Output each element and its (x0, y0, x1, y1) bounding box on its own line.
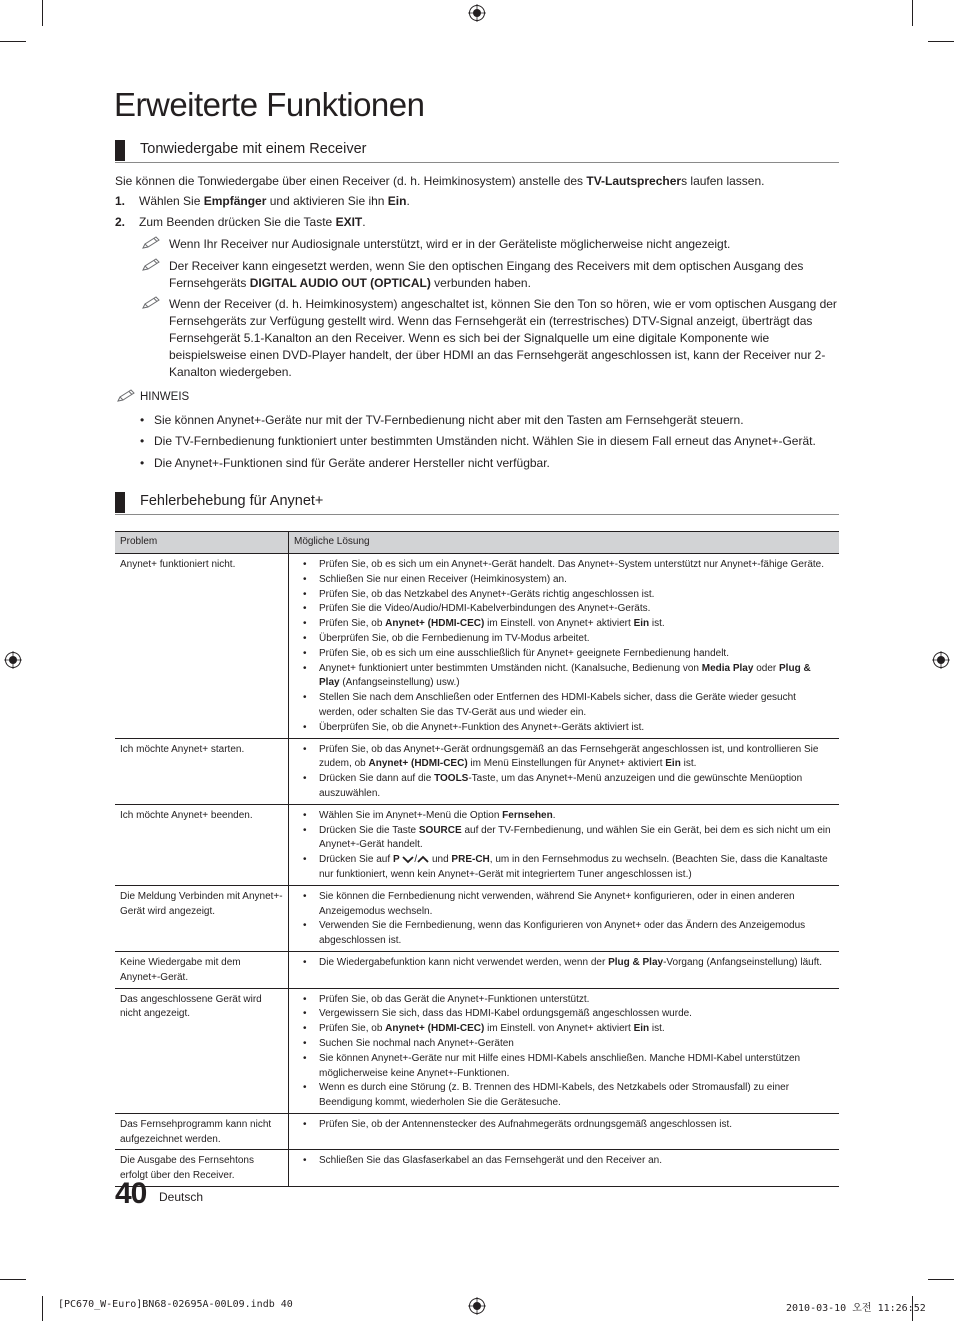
solution-list (294, 743, 834, 802)
table-row (115, 988, 839, 1113)
page-number: 40 (115, 1177, 147, 1210)
problem-cell: Die Meldung Verbinden mit Anynet+-Gerät wird angezeigt. (115, 885, 289, 951)
crop-mark (42, 1296, 43, 1321)
column-header-problem: Problem (115, 532, 289, 554)
list-item: • Schließen Sie das Glasfaserkabel an das Fernsehgerät und den Receiver an. (294, 1154, 834, 1169)
list-item: • Sie können Anynet+-Geräte nur mit der TV-Fernbedienung nicht aber mit den Tasten am Fernsehgerät steuern. (140, 412, 839, 429)
intro-text: Sie können die Tonwiedergabe über einen Receiver (d. h. Heimkinosystem) anstelle des TV-Lautsprechers laufen lassen. (115, 174, 765, 188)
list-item: • Wählen Sie im Anynet+-Menü die Option Fernsehen. (294, 809, 834, 824)
list-item: • Prüfen Sie, ob das Gerät die Anynet+-Funktionen unterstützt. (294, 993, 834, 1008)
list-item: • Prüfen Sie, ob es sich um ein Anynet+-Gerät handelt. Das Anynet+-System unterstützt nur Anynet+-fähige Geräte. (294, 558, 834, 573)
print-footer-left: [PC670_W-Euro]BN68-02695A-00L09.indb 40 (58, 1299, 293, 1310)
list-item: • Prüfen Sie die Video/Audio/HDMI-Kabelverbindungen des Anynet+-Geräts. (294, 602, 834, 617)
note-pencil-icon (141, 258, 161, 272)
page-language: Deutsch (159, 1190, 204, 1204)
list-item: • Die TV-Fernbedienung funktioniert unter bestimmten Umständen nicht. Wählen Sie in diesem Fall erneut das Anynet+-Gerät. (140, 433, 839, 450)
note-pencil-icon (141, 236, 161, 250)
problem-cell: Ich möchte Anynet+ starten. (115, 738, 289, 804)
note-text: Der Receiver kann eingesetzt werden, wenn Sie den optischen Eingang des Receivers mit dem optischen Ausgang des Fernsehgeräts DIGITAL AUDIO OUT (OPTICAL) verbunden haben. (169, 259, 804, 290)
solution-cell (289, 554, 840, 739)
solution-cell (289, 988, 840, 1113)
solution-cell (289, 1150, 840, 1187)
list-item: • Die Anynet+-Funktionen sind für Geräte anderer Hersteller nicht verfügbar. (140, 455, 839, 472)
solution-list (294, 890, 834, 949)
problem-cell: Die Ausgabe des Fernsehtons erfolgt über den Receiver. (115, 1150, 289, 1187)
problem-cell: Ich möchte Anynet+ beenden. (115, 804, 289, 885)
table-row (115, 1150, 839, 1187)
section-bar (115, 140, 125, 161)
troubleshooting-table (115, 531, 839, 1187)
list-item: • Vergewissern Sie sich, dass das HDMI-Kabel ordungsgemäß angeschlossen wurde. (294, 1007, 834, 1022)
hinweis-list (140, 412, 839, 472)
solution-list (294, 956, 834, 971)
solution-cell (289, 804, 840, 885)
section-heading-fehlerbehebung (115, 492, 839, 515)
solution-list (294, 809, 834, 883)
solution-cell (289, 1113, 840, 1150)
solution-list (294, 1118, 834, 1133)
table-row (115, 885, 839, 951)
problem-cell: Keine Wiedergabe mit dem Anynet+-Gerät. (115, 951, 289, 988)
problem-cell: Anynet+ funktioniert nicht. (115, 554, 289, 739)
list-item: • Drücken Sie die Taste SOURCE auf der TV-Fernbedienung, und wählen Sie ein Gerät, bei dem es sich nicht um ein Anynet+-Gerät handelt. (294, 824, 834, 854)
step-2-text: Zum Beenden drücken Sie die Taste EXIT. (139, 215, 366, 229)
crop-mark (912, 0, 913, 26)
registration-mark-icon (468, 4, 486, 22)
registration-mark-icon (468, 1297, 486, 1315)
registration-mark-icon (932, 651, 950, 669)
list-item: • Verwenden Sie die Fernbedienung, wenn das Konfigurieren von Anynet+ oder das Ändern des Anzeigemodus abgeschlossen ist. (294, 919, 834, 949)
problem-cell: Das Fernsehprogramm kann nicht aufgezeichnet werden. (115, 1113, 289, 1150)
list-item: • Überprüfen Sie, ob die Fernbedienung im TV-Modus arbeitet. (294, 632, 834, 647)
list-item: • Prüfen Sie, ob es sich um eine ausschließlich für Anynet+ geeignete Fernbedienung handelt. (294, 647, 834, 662)
problem-cell: Das angeschlossene Gerät wird nicht angezeigt. (115, 988, 289, 1113)
table-row (115, 951, 839, 988)
page-title: Erweiterte Funktionen (114, 86, 425, 123)
list-item: • Prüfen Sie, ob der Antennenstecker des Aufnahmegeräts ordnungsgemäß angeschlossen ist. (294, 1118, 834, 1133)
section-title: Fehlerbehebung für Anynet+ (140, 493, 324, 509)
section-bar (115, 492, 125, 513)
solution-cell (289, 885, 840, 951)
table-row (115, 738, 839, 804)
section-heading-tonwiedergabe (115, 140, 839, 163)
crop-mark (928, 41, 954, 42)
list-item: • Prüfen Sie, ob das Anynet+-Gerät ordnungsgemäß an das Fernsehgerät angeschlossen ist, und kontrollieren Sie zudem, ob Anynet+ (HDMI-CEC) im Menü Einstellungen für Anynet+ aktiviert Ein ist. (294, 743, 834, 773)
step-1-text: Wählen Sie Empfänger und aktivieren Sie ihn Ein. (139, 194, 410, 208)
crop-mark (42, 0, 43, 26)
list-item: • Prüfen Sie, ob Anynet+ (HDMI-CEC) im Einstell. von Anynet+ aktiviert Ein ist. (294, 617, 834, 632)
table-body (115, 554, 839, 1187)
crop-mark (0, 41, 26, 42)
note-text: Wenn der Receiver (d. h. Heimkinosystem) angeschaltet ist, können Sie den Ton so hören, wie er vom optischen Ausgang der Fernsehgeräts zur Verfügung gestellt wird. Wenn das Fernsehgerät ein (terrestrisches) DTV-Signal anzeigt, überträgt das Fernsehgerät 5.1-Kanalton an den Receiver. Wenn es sich bei der Signalquelle um eine digitale Komponente wie beispielsweise einen DVD-Player handelt, der über HDMI an das Fernsehgerät angeschlossen ist, kann der Receiver nur 2-Kanalton wiedergeben. (169, 297, 837, 379)
list-item: • Stellen Sie nach dem Anschließen oder Entfernen des HDMI-Kabels sicher, dass die Geräte wieder gesucht werden, oder schalten Sie das TV-Gerät aus und wieder ein. (294, 691, 834, 721)
hinweis-label: HINWEIS (140, 391, 190, 403)
solution-list (294, 558, 834, 736)
list-item: • Wenn es durch eine Störung (z. B. Trennen des HDMI-Kabels, des Netzkabels oder Stromausfall) zu einer Beendigung kommt, wiederholen Sie die Gerätesuche. (294, 1081, 834, 1111)
chevron-down-icon (402, 855, 414, 864)
solution-cell (289, 738, 840, 804)
list-item: • Sie können die Fernbedienung nicht verwenden, während Sie Anynet+ konfigurieren, oder in einen anderen Anzeigemodus wechseln. (294, 890, 834, 920)
list-item: • Drücken Sie auf P / und PRE-CH, um in den Fernsehmodus zu wechseln. (Beachten Sie, dass die Kanaltaste nur funktioniert, wenn kein Anynet+-Gerät mit integriertem Tuner angeschlossen ist.) (294, 853, 834, 883)
section-title: Tonwiedergabe mit einem Receiver (140, 141, 367, 157)
table-row (115, 804, 839, 885)
step-1-number: 1. (115, 194, 126, 208)
list-item: • Prüfen Sie, ob das Netzkabel des Anynet+-Geräts richtig angeschlossen ist. (294, 588, 834, 603)
column-header-solution: Mögliche Lösung (289, 532, 840, 554)
chevron-up-icon (417, 855, 429, 864)
list-item: • Sie können Anynet+-Geräte nur mit Hilfe eines HDMI-Kabels anschließen. Manche HDMI-Kabel unterstützen möglicherweise keine Anynet+-Funktionen. (294, 1052, 834, 1082)
table-row (115, 1113, 839, 1150)
solution-list (294, 993, 834, 1111)
list-item: • Drücken Sie dann auf die TOOLS-Taste, um das Anynet+-Menü anzuzeigen und die gewünschte Menüoption auszuwählen. (294, 772, 834, 802)
table-header-row (115, 532, 839, 554)
registration-mark-icon (4, 651, 22, 669)
solution-cell (289, 951, 840, 988)
note-text: Wenn Ihr Receiver nur Audiosignale unterstützt, wird er in der Geräteliste möglicherweise nicht angezeigt. (169, 237, 731, 251)
solution-list (294, 1154, 834, 1169)
step-2-number: 2. (115, 215, 126, 229)
list-item: • Die Wiedergabefunktion kann nicht verwendet werden, wenn der Plug & Play-Vorgang (Anfangseinstellung) läuft. (294, 956, 834, 971)
list-item: • Anynet+ funktioniert unter bestimmten Umständen nicht. (Kanalsuche, Bedienung von Media Play oder Plug & Play (Anfangseinstellung) usw.) (294, 662, 834, 692)
list-item: • Schließen Sie nur einen Receiver (Heimkinosystem) an. (294, 573, 834, 588)
table-row (115, 554, 839, 739)
crop-mark (0, 1279, 26, 1280)
crop-mark (928, 1279, 954, 1280)
list-item: • Suchen Sie nochmal nach Anynet+-Geräten (294, 1037, 834, 1052)
list-item: • Prüfen Sie, ob Anynet+ (HDMI-CEC) im Einstell. von Anynet+ aktiviert Ein ist. (294, 1022, 834, 1037)
note-pencil-icon (116, 389, 136, 403)
note-pencil-icon (141, 296, 161, 310)
print-footer-right: 2010-03-10 오전 11:26:52 (786, 1303, 926, 1314)
list-item: • Überprüfen Sie, ob die Anynet+-Funktion des Anynet+-Geräts aktiviert ist. (294, 721, 834, 736)
